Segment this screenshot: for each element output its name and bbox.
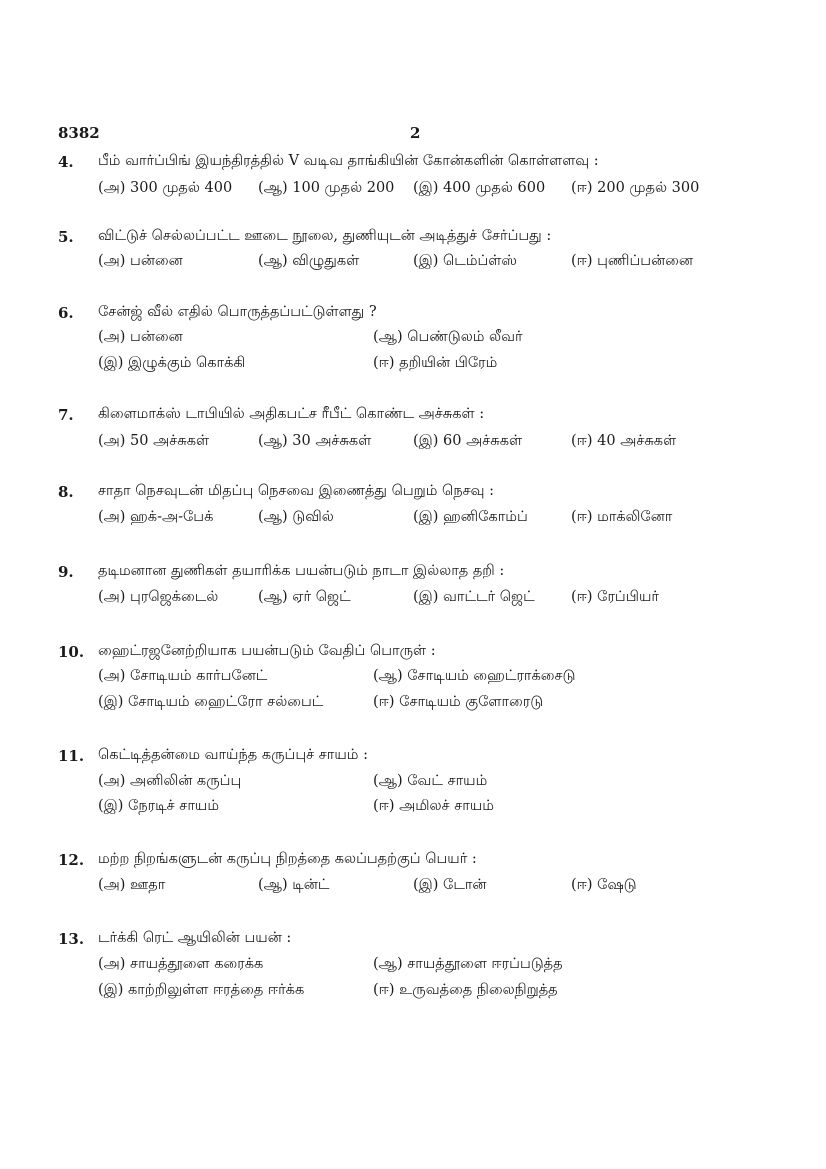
question-text: கெட்டித்தன்மை வாய்ந்த கருப்புச் சாயம் : bbox=[98, 747, 368, 763]
question-number: 8. bbox=[58, 483, 74, 501]
option-c: (இ) நேரடிச் சாயம் bbox=[98, 798, 219, 814]
option-b: (ஆ) சாயத்தூளை ஈரப்படுத்த bbox=[373, 956, 563, 972]
question-number: 6. bbox=[58, 304, 74, 322]
option-b: (ஆ) பெண்டுலம் லீவர் bbox=[373, 329, 523, 345]
option-d: (ஈ) மாக்லினோ bbox=[571, 509, 673, 525]
option-c: (இ) வாட்டர் ஜெட் bbox=[413, 589, 535, 605]
options-row bbox=[98, 982, 778, 1002]
option-a: (அ) பன்னை bbox=[98, 329, 183, 345]
option-d: (ஈ) உருவத்தை நிலைநிறுத்த bbox=[373, 982, 558, 998]
option-a: (அ) 300 முதல் 400 bbox=[98, 180, 233, 196]
question-text: சேன்ஜ் வீல் எதில் பொருத்தப்பட்டுள்ளது ? bbox=[98, 304, 377, 320]
option-a: (அ) ஊதா bbox=[98, 877, 166, 893]
option-d: (ஈ) ஷேடு bbox=[571, 877, 637, 893]
option-d: (ஈ) புணிப்பன்னை bbox=[571, 253, 693, 269]
option-c: (இ) இழுக்கும் கொக்கி bbox=[98, 355, 246, 371]
options-row bbox=[98, 355, 778, 375]
options-row bbox=[98, 329, 778, 349]
page-number: 2 bbox=[410, 124, 421, 142]
option-b: (ஆ) டின்ட் bbox=[258, 877, 330, 893]
question-number: 12. bbox=[58, 851, 85, 869]
options-row bbox=[98, 798, 778, 818]
option-d: (ஈ) அமிலச் சாயம் bbox=[373, 798, 494, 814]
option-d: (ஈ) ரேப்பியர் bbox=[571, 589, 659, 605]
options-row bbox=[98, 180, 778, 200]
question-number: 7. bbox=[58, 406, 74, 424]
option-c: (இ) டெம்ப்ள்ஸ் bbox=[413, 253, 517, 269]
option-a: (அ) சாயத்தூளை கரைக்க bbox=[98, 956, 264, 972]
question-text: ஹைட்ரஜனேற்றியாக பயன்படும் வேதிப் பொருள் : bbox=[98, 643, 436, 659]
question-number: 11. bbox=[58, 747, 85, 765]
options-row bbox=[98, 877, 778, 897]
question-text: பீம் வார்ப்பிங் இயந்திரத்தில் V வடிவ தாங்கியின் கோன்களின் கொள்ளளவு : bbox=[98, 153, 599, 169]
option-c: (இ) 60 அச்சுகள் bbox=[413, 433, 523, 449]
options-row bbox=[98, 253, 778, 273]
option-b: (ஆ) 30 அச்சுகள் bbox=[258, 433, 372, 449]
question-text: மற்ற நிறங்களுடன் கருப்பு நிறத்தை கலப்பதற்குப் பெயர் : bbox=[98, 851, 477, 867]
question-number: 4. bbox=[58, 153, 74, 171]
question-number: 10. bbox=[58, 643, 85, 661]
option-c: (இ) டோன் bbox=[413, 877, 487, 893]
option-d: (ஈ) 40 அச்சுகள் bbox=[571, 433, 677, 449]
options-row bbox=[98, 956, 778, 976]
options-row bbox=[98, 694, 778, 714]
option-b: (ஆ) விழுதுகள் bbox=[258, 253, 360, 269]
option-d: (ஈ) சோடியம் குளோரைடு bbox=[373, 694, 544, 710]
question-text: சாதா நெசவுடன் மிதப்பு நெசவை இணைத்து பெறும் நெசவு : bbox=[98, 483, 495, 499]
question-text: தடிமனான துணிகள் தயாரிக்க பயன்படும் நாடா இல்லாத தறி : bbox=[98, 563, 505, 579]
option-d: (ஈ) 200 முதல் 300 bbox=[571, 180, 700, 196]
option-b: (ஆ) 100 முதல் 200 bbox=[258, 180, 395, 196]
option-c: (இ) காற்றிலுள்ள ஈரத்தை ஈர்க்க bbox=[98, 982, 305, 998]
question-text: கிளைமாக்ஸ் டாபியில் அதிகபட்ச ரீபீட் கொண்ட அச்சுகள் : bbox=[98, 406, 485, 422]
option-a: (அ) ஹக்-அ-பேக் bbox=[98, 509, 214, 525]
question-number: 9. bbox=[58, 563, 74, 581]
option-c: (இ) சோடியம் ஹைட்ரோ சல்பைட் bbox=[98, 694, 324, 710]
paper-code: 8382 bbox=[58, 124, 100, 142]
option-c: (இ) 400 முதல் 600 bbox=[413, 180, 546, 196]
option-a: (அ) பன்னை bbox=[98, 253, 183, 269]
option-b: (ஆ) வேட் சாயம் bbox=[373, 773, 488, 789]
options-row bbox=[98, 589, 778, 609]
option-b: (ஆ) டுவில் bbox=[258, 509, 334, 525]
question-text: டர்க்கி ரெட் ஆயிலின் பயன் : bbox=[98, 930, 292, 946]
options-row bbox=[98, 668, 778, 688]
question-number: 13. bbox=[58, 930, 85, 948]
option-a: (அ) புரஜெக்டைல் bbox=[98, 589, 219, 605]
question-number: 5. bbox=[58, 228, 74, 246]
options-row bbox=[98, 773, 778, 793]
options-row bbox=[98, 433, 778, 453]
option-a: (அ) சோடியம் கார்பனேட் bbox=[98, 668, 268, 684]
option-b: (ஆ) ஏர் ஜெட் bbox=[258, 589, 351, 605]
option-a: (அ) அனிலின் கருப்பு bbox=[98, 773, 242, 789]
question-text: விட்டுச் செல்லப்பட்ட ஊடை நூலை, துணியுடன் அடித்துச் சேர்ப்பது : bbox=[98, 228, 552, 244]
page-header bbox=[58, 124, 778, 144]
option-a: (அ) 50 அச்சுகள் bbox=[98, 433, 210, 449]
options-row bbox=[98, 509, 778, 529]
option-b: (ஆ) சோடியம் ஹைட்ராக்சைடு bbox=[373, 668, 576, 684]
option-d: (ஈ) தறியின் பிரேம் bbox=[373, 355, 498, 371]
option-c: (இ) ஹனிகோம்ப் bbox=[413, 509, 528, 525]
